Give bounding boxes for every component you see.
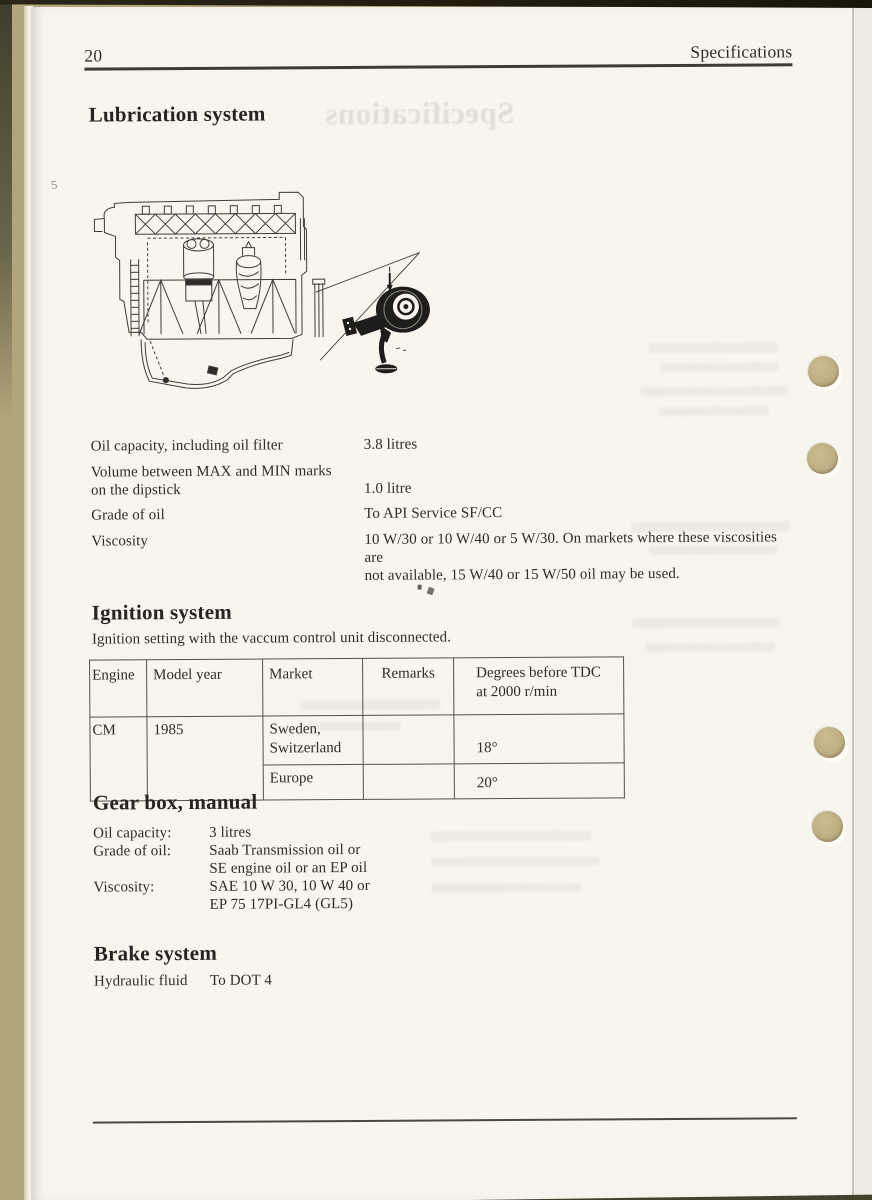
- bleedthrough-smudge: [640, 386, 788, 396]
- lubrication-spec-list: [91, 433, 798, 594]
- spec-row-gear-viscosity: [93, 876, 509, 915]
- spec-label: Oil capacity:: [93, 825, 172, 842]
- running-head: [84, 41, 792, 66]
- running-head-title: Specifications: [690, 41, 793, 62]
- gearbox-spec-list: [93, 822, 510, 915]
- pencil-mark: 5: [50, 177, 59, 193]
- ignition-settings-table: [89, 656, 625, 801]
- spec-row-oil-capacity: [91, 433, 797, 455]
- cell-market: Sweden, Switzerland: [263, 715, 363, 765]
- spec-label: Oil capacity, including oil filter: [90, 437, 283, 455]
- ignition-note: Ignition setting with the vaccum control unit disconnected.: [91, 629, 452, 648]
- engine-lubrication-cutaway-diagram: [90, 183, 431, 400]
- page-number: 20: [84, 45, 103, 66]
- column-header-model-year: Model year: [147, 659, 263, 717]
- column-header-degrees: Degrees before TDC at 2000 r/min: [454, 657, 624, 715]
- column-header-remarks: Remarks: [363, 658, 454, 716]
- column-header-market: Market: [263, 658, 363, 716]
- cell-remarks: [363, 764, 454, 800]
- bleedthrough-smudge: [648, 342, 778, 353]
- spec-value: 3.8 litres: [363, 436, 418, 453]
- spec-label: Volume between MAX and MIN marks on the dipstick: [90, 463, 332, 499]
- spec-value: 3 litres: [209, 824, 252, 841]
- footer-rule: [93, 1117, 797, 1123]
- bleedthrough-smudge: [632, 617, 780, 628]
- spec-value: 10 W/30 or 10 W/40 or 5 W/30. On markets where these viscosities are not available, 15 W/40 or 15 W/50 oil may be used.: [364, 529, 777, 584]
- heading-gear-box-manual: Gear box, manual: [92, 789, 258, 815]
- heading-lubrication-system: Lubrication system: [88, 101, 266, 127]
- spec-value: Saab Transmission oil or SE engine oil or an EP oil: [209, 841, 368, 877]
- column-header-engine: Engine: [90, 660, 147, 717]
- cell-engine: CM: [90, 717, 148, 801]
- spec-value: To API Service SF/CC: [364, 505, 503, 522]
- cell-model-year: 1985: [147, 716, 264, 801]
- cell-remarks: [363, 715, 454, 765]
- bleedthrough-smudge: [660, 362, 778, 372]
- spec-row-viscosity: [91, 528, 797, 586]
- cell-degrees: 20°: [454, 763, 624, 799]
- spec-value: 1.0 litre: [363, 480, 412, 497]
- spec-value: SAE 10 W 30, 10 W 40 or EP 75 17PI-GL4 (GL5): [209, 877, 370, 913]
- bleedthrough-smudge: [659, 406, 769, 416]
- cell-market: Europe: [263, 764, 363, 800]
- spec-label: Viscosity: [91, 533, 149, 550]
- spec-row-dipstick-volume: [91, 459, 797, 499]
- spec-label: Grade of oil: [91, 507, 165, 524]
- spec-value: To DOT 4: [209, 972, 273, 989]
- brake-spec-list: [94, 970, 510, 991]
- spec-label: Hydraulic fluid: [93, 972, 188, 990]
- spec-label: Viscosity:: [93, 879, 155, 896]
- spec-label: Grade of oil:: [93, 843, 172, 860]
- table-header-row: [90, 657, 624, 717]
- spec-row-hydraulic-fluid: [94, 970, 510, 991]
- spec-row-oil-grade: [91, 502, 797, 524]
- bleedthrough-mirrored-title: Specifications: [324, 94, 515, 132]
- spec-row-gear-oil-grade: [93, 840, 509, 879]
- cell-degrees: 18°: [454, 714, 624, 764]
- heading-ignition-system: Ignition system: [91, 599, 232, 625]
- table-row: [90, 714, 624, 766]
- heading-brake-system: Brake system: [93, 940, 218, 966]
- bleedthrough-smudge: [645, 642, 775, 652]
